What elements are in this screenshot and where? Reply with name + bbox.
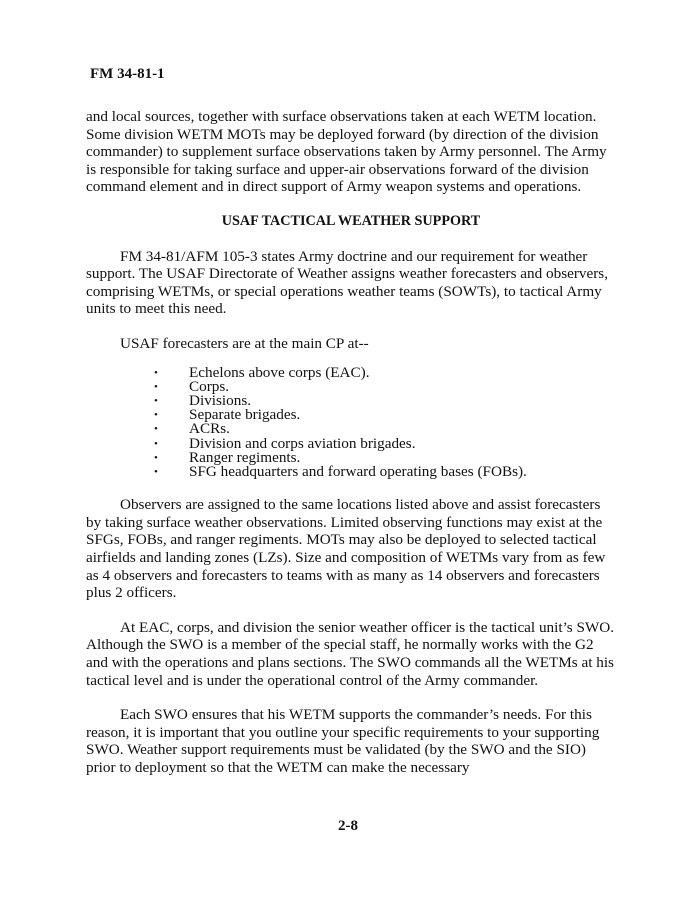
list-item: • SFG headquarters and forward operating bases (FOBs). — [154, 465, 616, 479]
paragraph-swo-requirements: Each SWO ensures that his WETM supports the commander’s needs. For this reason, it is important that you outline your specific requirements to your supporting SWO. Weather support requirements must be validated (by the SWO and the SIO) prior to deployment so that the WETM can make the necessary — [86, 706, 600, 776]
list-item: • Corps. — [154, 380, 616, 394]
page-number: 2-8 — [338, 818, 358, 834]
paragraph-senior-weather-officer: At EAC, corps, and division the senior weather officer is the tactical unit’s SWO. Although the SWO is a member of the special staff, he normally works with the G2 and with the operations and plans sections. The SWO commands all the WETMs at his tactical level and is under the operational control of the Army commander. — [86, 618, 615, 689]
list-item: • ACRs. — [154, 422, 616, 436]
forecaster-locations-list — [154, 363, 616, 480]
page-body — [86, 108, 616, 793]
paragraph-surface-observations: and local sources, together with surface observations taken at each WETM location. Some division WETM MOTs may be deployed forward (by direction of the division commander) to supplement surface observations taken by Army personnel. The Army is responsible for taking surface and upper-air observations forward of the division command element and in direct support of Army weapon systems and operations. — [86, 108, 607, 196]
list-item: • Division and corps aviation brigades. — [154, 437, 616, 451]
section-heading: USAF TACTICAL WEATHER SUPPORT — [221, 212, 481, 229]
list-item: • Echelons above corps (EAC). — [154, 366, 616, 380]
list-item: • Ranger regiments. — [154, 451, 616, 465]
list-item: • Separate brigades. — [154, 408, 616, 422]
paragraph-observers: Observers are assigned to the same locations listed above and assist forecasters by taking surface weather observations. Limited observing functions may exist at the SFGs, FOBs, and ranger regiments. MOTs may also be deployed to selected tactical airfields and landing zones (LZs). Size and composition of WETMs vary from as few as 4 observers and forecasters to teams with as many as 14 observers and forecasters plus 2 officers. — [86, 496, 606, 602]
paragraph-army-doctrine: FM 34-81/AFM 105-3 states Army doctrine and our requirement for weather support. The USAF Directorate of Weather assigns weather forecasters and observers, comprising WETMs, or special operations weather teams (SOWTs), to tactical Army units to meet this need. — [86, 247, 609, 318]
paragraph-forecasters-intro: USAF forecasters are at the main CP at-- — [120, 334, 369, 352]
list-item: • Divisions. — [154, 394, 616, 408]
page-header-document-id: FM 34-81-1 — [90, 66, 165, 82]
